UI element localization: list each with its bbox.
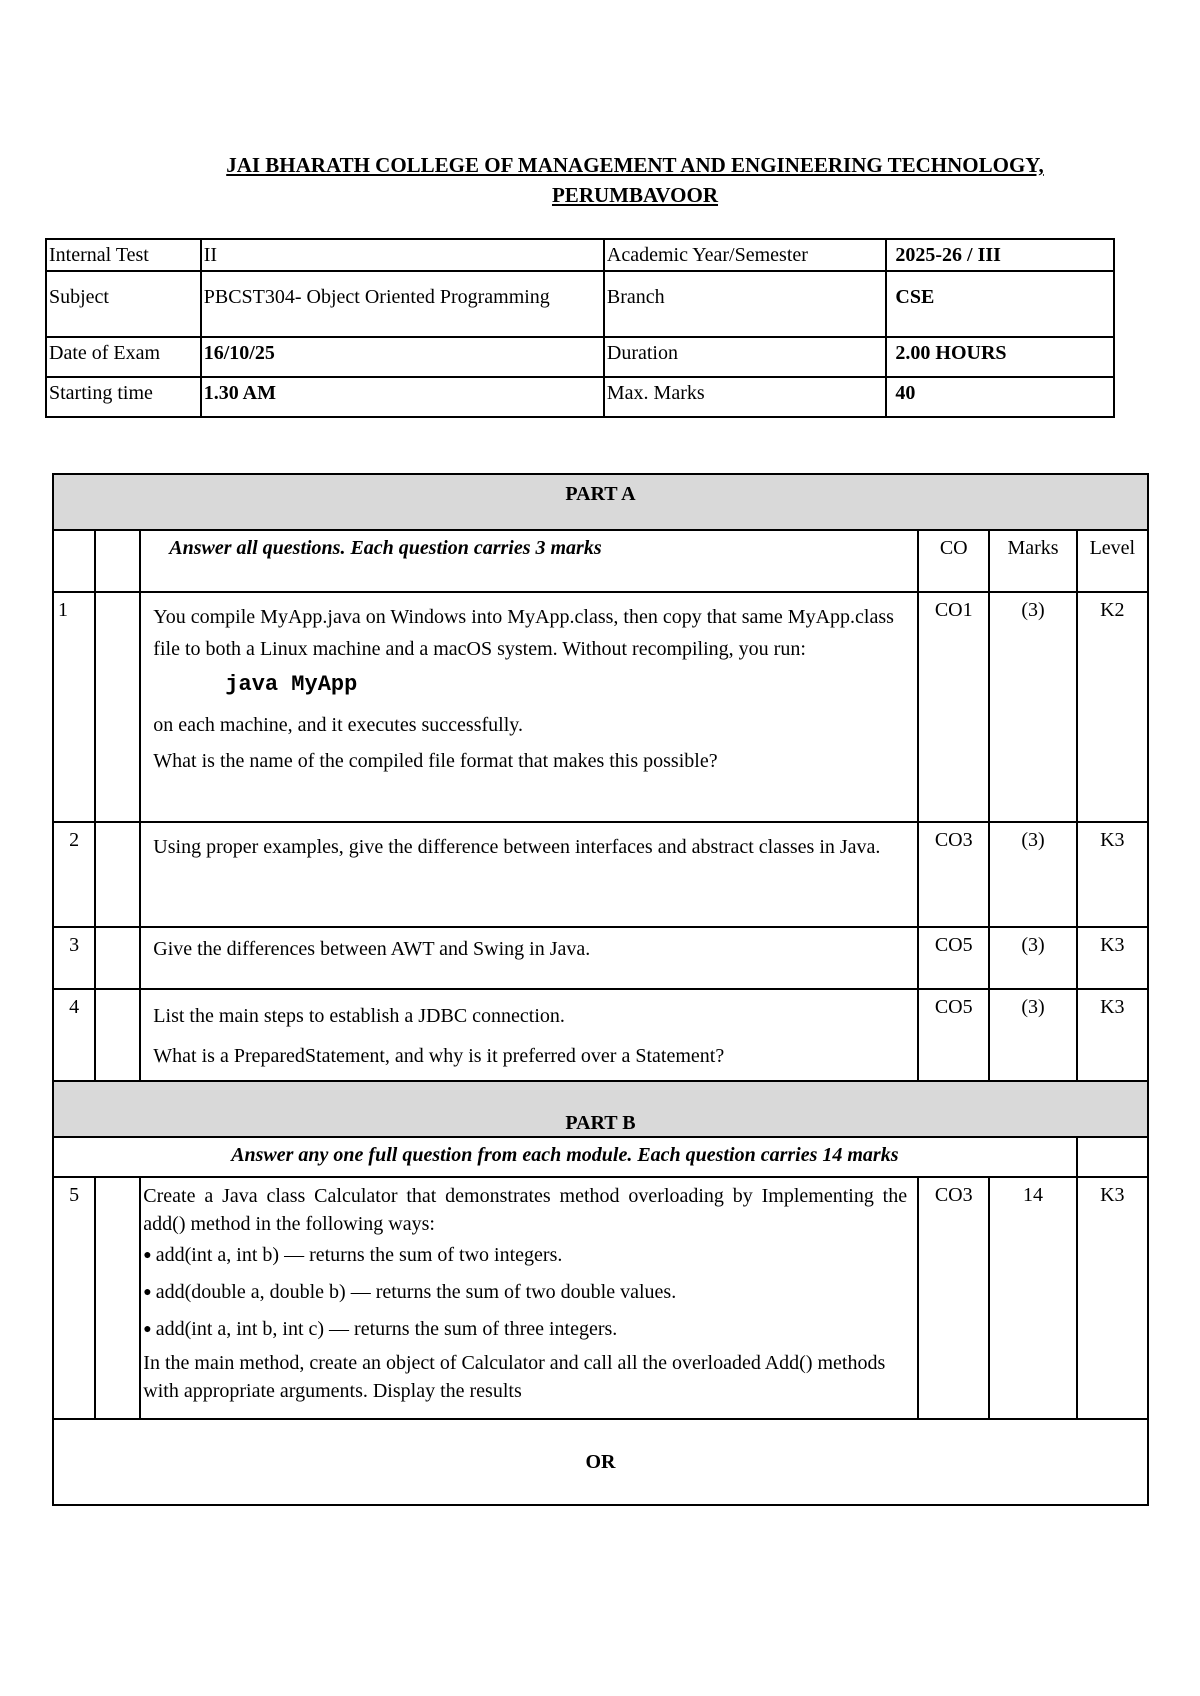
question-number: 1 xyxy=(53,592,95,822)
blank-cell xyxy=(53,530,95,592)
blank-cell xyxy=(95,927,140,989)
start-time-value: 1.30 AM xyxy=(201,377,604,417)
question-2-level: K3 xyxy=(1077,822,1148,927)
academic-year-value: 2025-26 / III xyxy=(886,239,1114,271)
question-5-co: CO3 xyxy=(918,1177,989,1419)
question-2-text: Using proper examples, give the difference between interfaces and abstract classes in Java. xyxy=(140,822,918,927)
question-1-text xyxy=(140,592,918,822)
subject-label: Subject xyxy=(46,271,201,337)
part-b-instruction: Answer any one full question from each module. Each question carries 14 marks xyxy=(53,1137,1077,1177)
college-title xyxy=(150,150,1120,210)
question-5-bullet-3: ● add(int a, int b, int c) — returns the sum of three integers. xyxy=(143,1312,907,1349)
co-column-header: CO xyxy=(918,530,989,592)
question-1-code: java MyApp xyxy=(225,672,358,697)
question-5-bullet-1: ● add(int a, int b) — returns the sum of two integers. xyxy=(143,1238,907,1275)
question-5-marks: 14 xyxy=(989,1177,1076,1419)
question-5-intro: Create a Java class Calculator that demonstrates method overloading by Implementing the add() method in the following ways: xyxy=(143,1185,908,1235)
max-marks-label: Max. Marks xyxy=(604,377,887,417)
blank-cell xyxy=(95,592,140,822)
subject-value: PBCST304- Object Oriented Programming xyxy=(201,271,604,337)
date-label: Date of Exam xyxy=(46,337,201,377)
question-4-level: K3 xyxy=(1077,989,1148,1081)
blank-cell xyxy=(95,822,140,927)
marks-column-header: Marks xyxy=(989,530,1076,592)
question-5-outro: In the main method, create an object of Calculator and call all the overloaded Add() methods with appropriate arguments. Display the results xyxy=(143,1352,886,1402)
question-1-line3: What is the name of the compiled file format that makes this possible? xyxy=(153,750,718,772)
branch-value: CSE xyxy=(886,271,1114,337)
blank-cell xyxy=(95,1177,140,1419)
question-number: 2 xyxy=(53,822,95,927)
duration-value: 2.00 HOURS xyxy=(886,337,1114,377)
max-marks-value: 40 xyxy=(886,377,1114,417)
exam-info-table xyxy=(45,238,1115,418)
question-5-bullet-2: ● add(double a, double b) — returns the sum of two double values. xyxy=(143,1275,907,1312)
part-a-header: PART A xyxy=(53,474,1148,530)
duration-label: Duration xyxy=(604,337,887,377)
part-a-instruction: Answer all questions. Each question carries 3 marks xyxy=(140,530,918,592)
question-2-marks: (3) xyxy=(989,822,1076,927)
question-number: 3 xyxy=(53,927,95,989)
question-1-level: K2 xyxy=(1077,592,1148,822)
question-4-text xyxy=(140,989,918,1081)
question-4-line2: What is a PreparedStatement, and why is it preferred over a Statement? xyxy=(153,1045,725,1067)
question-1-line1: You compile MyApp.java on Windows into MyApp.class, then copy that same MyApp.class file to both a Linux machine and a macOS system. Without recompiling, you run: xyxy=(153,606,894,660)
question-1-line2: on each machine, and it executes successfully. xyxy=(153,714,523,736)
question-5-text xyxy=(140,1177,918,1419)
internal-test-label: Internal Test xyxy=(46,239,201,271)
college-name-line1: JAI BHARATH COLLEGE OF MANAGEMENT AND ENGINEERING TECHNOLOGY, xyxy=(226,153,1044,177)
part-b-header: PART B xyxy=(53,1081,1148,1137)
or-separator: OR xyxy=(53,1419,1148,1505)
academic-year-label: Academic Year/Semester xyxy=(604,239,887,271)
college-name-line2: PERUMBAVOOR xyxy=(551,183,719,207)
question-row xyxy=(53,822,1148,927)
level-column-header: Level xyxy=(1077,530,1148,592)
start-time-label: Starting time xyxy=(46,377,201,417)
question-1-marks: (3) xyxy=(989,592,1076,822)
blank-cell xyxy=(95,989,140,1081)
question-3-text: Give the differences between AWT and Swing in Java. xyxy=(140,927,918,989)
question-number: 5 xyxy=(53,1177,95,1419)
question-5-level: K3 xyxy=(1077,1177,1148,1419)
question-3-co: CO5 xyxy=(918,927,989,989)
question-4-line1: List the main steps to establish a JDBC connection. xyxy=(153,1005,565,1027)
question-number: 4 xyxy=(53,989,95,1081)
question-4-co: CO5 xyxy=(918,989,989,1081)
internal-test-value: II xyxy=(201,239,604,271)
question-table xyxy=(52,473,1149,1506)
question-row xyxy=(53,592,1148,822)
date-value: 16/10/25 xyxy=(201,337,604,377)
branch-label: Branch xyxy=(604,271,887,337)
question-row xyxy=(53,989,1148,1081)
question-4-marks: (3) xyxy=(989,989,1076,1081)
question-3-marks: (3) xyxy=(989,927,1076,989)
question-1-co: CO1 xyxy=(918,592,989,822)
question-row xyxy=(53,1177,1148,1419)
question-row xyxy=(53,927,1148,989)
question-3-level: K3 xyxy=(1077,927,1148,989)
question-2-co: CO3 xyxy=(918,822,989,927)
blank-cell xyxy=(1077,1137,1148,1177)
blank-cell xyxy=(95,530,140,592)
